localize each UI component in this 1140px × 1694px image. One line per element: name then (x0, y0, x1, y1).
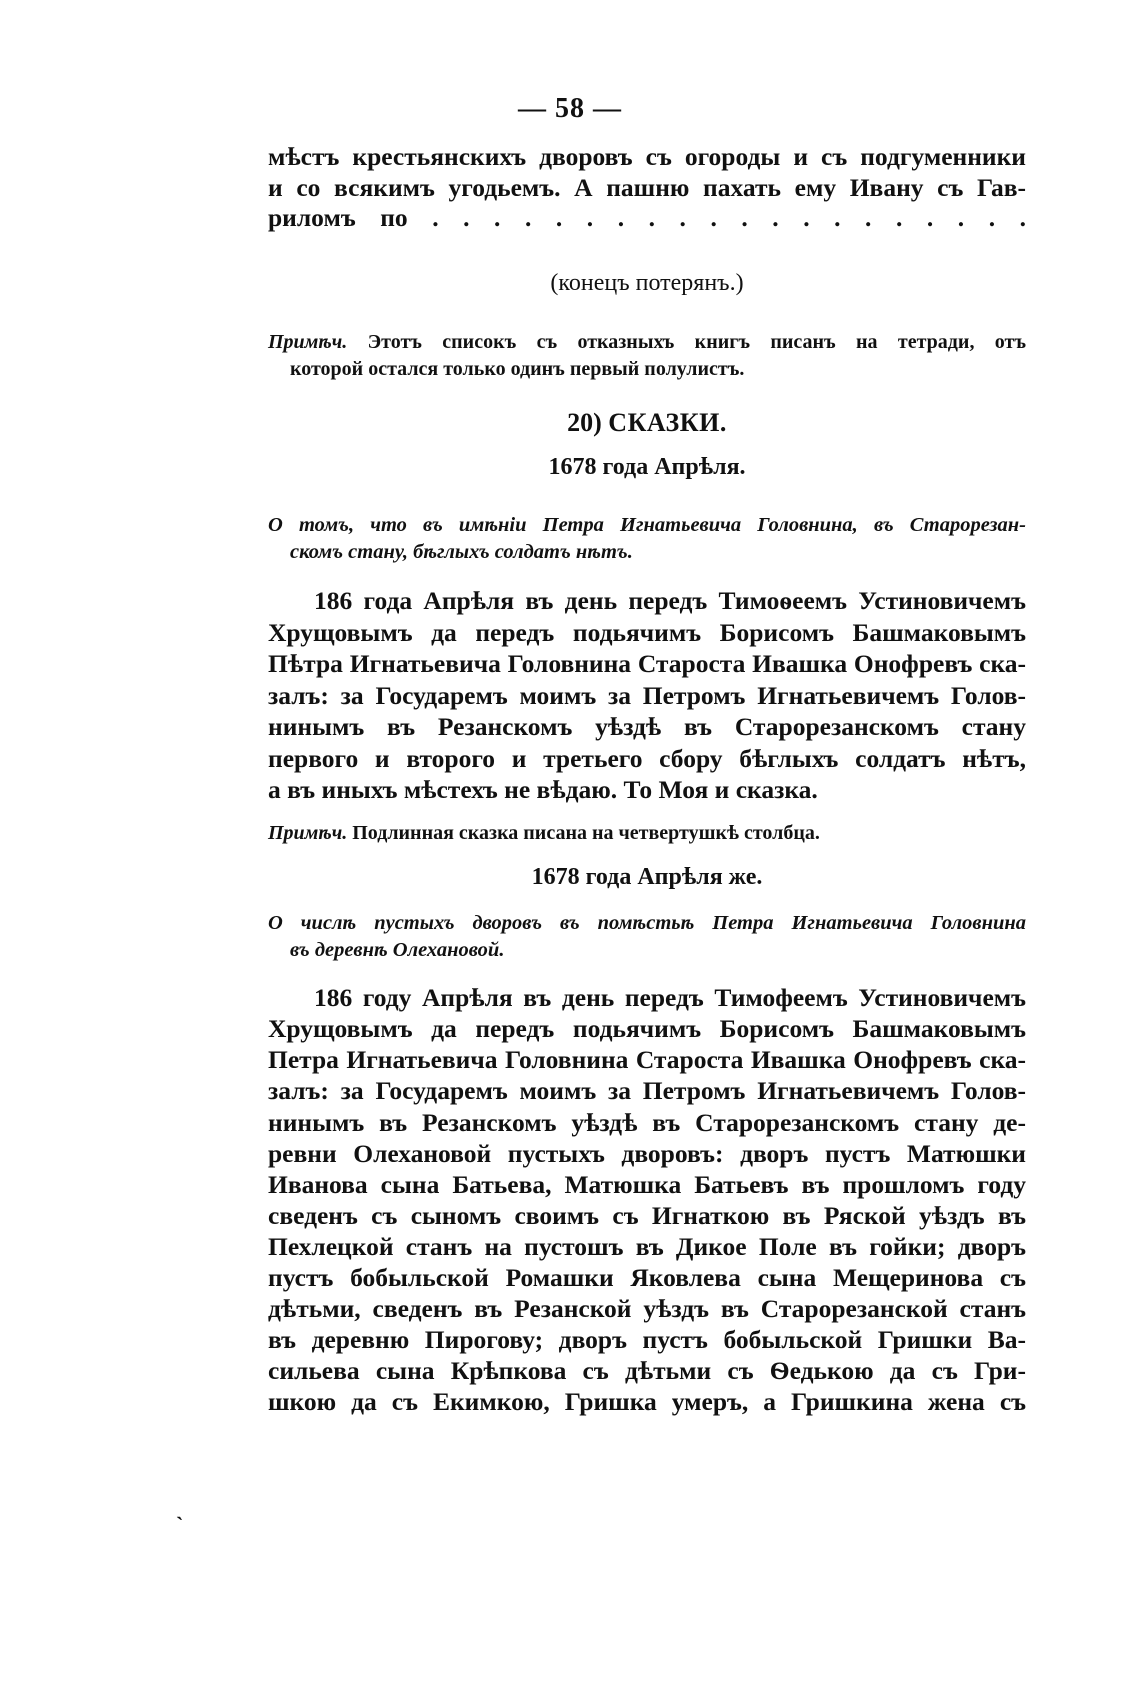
body-line: дѣтьми, сведенъ въ Резанской уѣздъ въ Старорезанской станъ (268, 1294, 1026, 1323)
note-label: Примѣч. (268, 822, 348, 844)
body-line: 186 года Апрѣля въ день передъ Тимоѳеемъ Устиновичемъ (314, 586, 1026, 615)
body-line: нинымъ въ Резанскомъ уѣздѣ въ Старорезанскомъ стану де- (268, 1108, 1026, 1137)
note-1-line: которой остался только одинъ первый полулистъ. (290, 358, 745, 380)
top-paragraph-line: и со всякимъ угодьемъ. А пашню пахать ему Ивану съ Гав- (268, 173, 1026, 202)
body-line: Пехлецкой станъ на пустошъ въ Дикое Поле въ гойки; дворъ (268, 1232, 1026, 1261)
page-number: — 58 — (518, 93, 622, 124)
section-title-text: СКАЗКИ. (608, 408, 727, 437)
body-line: Хрущовымъ да передъ подьячимъ Борисомъ Башмаковымъ (268, 1014, 1026, 1043)
margin-mark: ˋ (176, 1512, 184, 1537)
body-line: Иванова сына Батьева, Матюшка Батьевъ въ прошломъ году (268, 1170, 1026, 1199)
body-line: пустъ бобыльской Ромашки Яковлева сына Мещеринова съ (268, 1263, 1026, 1292)
summary-line: О числѣ пустыхъ дворовъ въ помѣстьѣ Петра Игнатьевича Головнина (268, 912, 1026, 934)
body-line: Хрущовымъ да передъ подьячимъ Борисомъ Башмаковымъ (268, 618, 1026, 647)
summary-line: скомъ стану, бѣглыхъ солдатъ нѣтъ. (290, 541, 633, 563)
section-title (268, 408, 1026, 438)
body-line: а въ иныхъ мѣстехъ не вѣдаю. То Моя и сказка. (268, 775, 818, 804)
body-line: залъ: за Государемъ моимъ за Петромъ Игнатьевичемъ Голов- (268, 1076, 1026, 1105)
section-number: 20) (567, 408, 602, 437)
note-text: Подлинная сказка писана на четвертушкѣ столбца. (352, 822, 820, 844)
end-lost-note: (конецъ потерянъ.) (550, 270, 744, 296)
body-line: ревни Олехановой пустыхъ дворовъ: дворъ пустъ Матюшки (268, 1139, 1026, 1168)
note-1-line (268, 329, 1026, 355)
summary-line: въ деревнѣ Олехановой. (290, 939, 505, 961)
body-line: сведенъ съ сыномъ своимъ съ Игнаткою въ Ряской уѣздъ въ (268, 1201, 1026, 1230)
body-line: Пѣтра Игнатьевича Головнина Староста Ивашка Онофревъ ска- (268, 649, 1026, 678)
body-line: нинымъ въ Резанскомъ уѣздѣ въ Старорезанскомъ стану (268, 712, 1026, 741)
body-line: шкою да съ Екимкою, Гришка умеръ, а Гришкина жена съ (268, 1387, 1026, 1416)
body-line: 186 году Апрѣля въ день передъ Тимофеемъ Устиновичемъ (314, 983, 1026, 1012)
body-line: въ деревню Пирогову; дворъ пустъ бобыльской Гришки Ва- (268, 1325, 1026, 1354)
top-paragraph-line: мѣстъ крестьянскихъ дворовъ съ огороды и съ подгуменники (268, 142, 1026, 171)
date-heading: 1678 года Апрѣля. (548, 454, 746, 480)
date-heading: 1678 года Апрѣля же. (531, 864, 763, 890)
summary-line: О томъ, что въ имѣніи Петра Игнатьевича Головнина, въ Старорезан- (268, 514, 1026, 536)
body-line: сильева сына Крѣпкова съ дѣтьми съ Ѳедькою да съ Гри- (268, 1356, 1026, 1385)
top-paragraph-line: риломъ по . . . . . . . . . . . . . . . . . . . . (268, 203, 1026, 232)
note-2-line (268, 820, 820, 846)
body-line: первого и второго и третьего сбору бѣглыхъ солдатъ нѣтъ, (268, 744, 1026, 773)
note-text: Этотъ списокъ съ отказныхъ книгъ писанъ на тетради, отъ (367, 331, 1027, 353)
body-line: Петра Игнатьевича Головнина Староста Ивашка Онофревъ ска- (268, 1045, 1026, 1074)
body-line: залъ: за Государемъ моимъ за Петромъ Игнатьевичемъ Голов- (268, 681, 1026, 710)
note-label: Примѣч. (268, 331, 348, 353)
